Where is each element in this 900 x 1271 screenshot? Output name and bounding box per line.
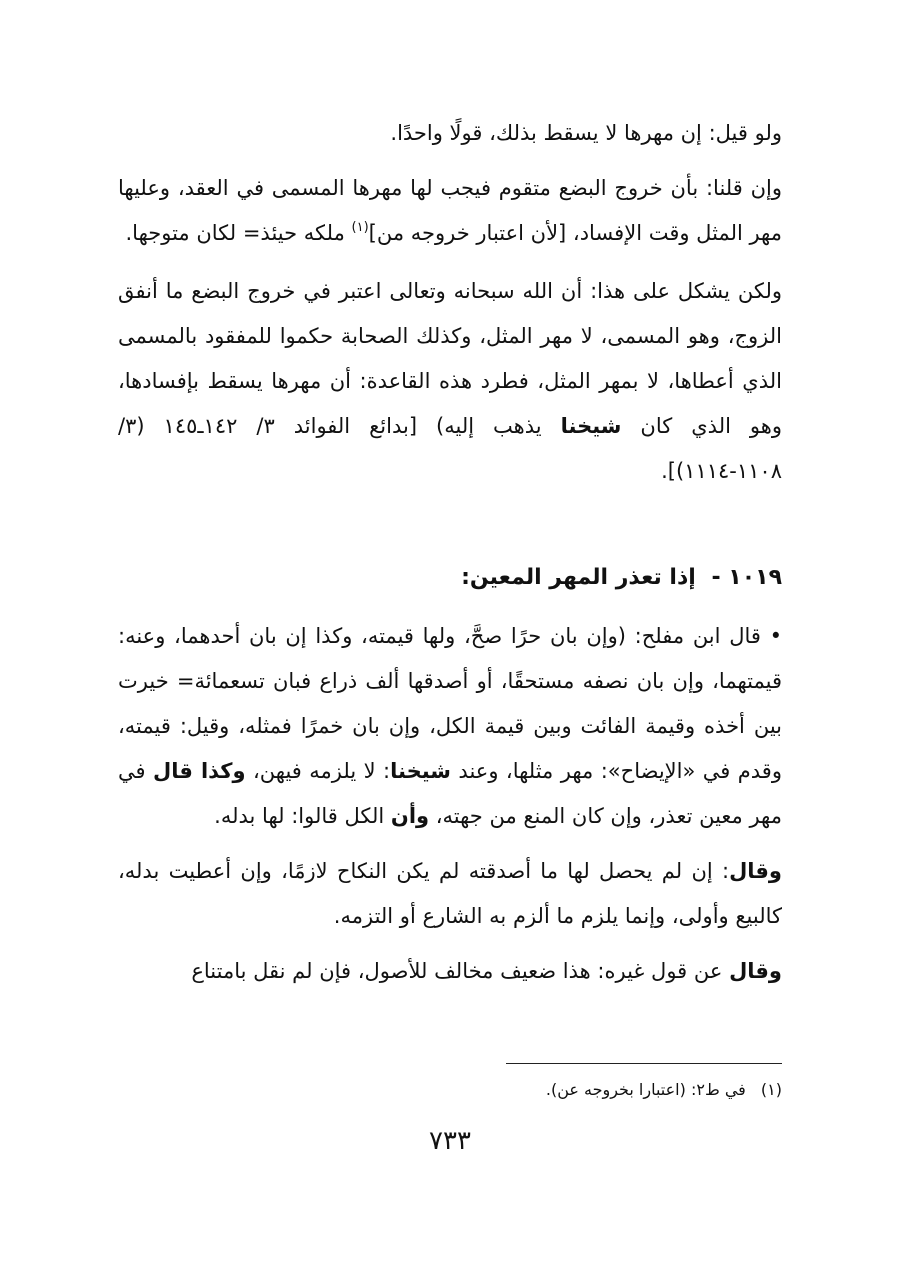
paragraph-4-text-c: في مهر معين تعذر، وإن كان المنع من جهته، (118, 759, 782, 828)
section-heading (461, 556, 782, 600)
paragraph-4-text-a: قال ابن مفلح: (وإن بان حرًا صحَّ، ولها قيمته، وكذا إن بان أحدهما، وعنه: قيمتهما، وإن بان نصفه مستحقًا، أو أصدقها ألف ذراع فبان تسعمائة= خيرت بين أخذه وقيمة الفائت وبين قيمة الكل، وإن بان خمرًا فمثله، وقيل: قيمته، وقدم في «الإيضاح»: مهر مثلها، وعند (118, 624, 782, 783)
paragraph-2-tail: ملكه حيئذ= لكان متوجها. (125, 221, 352, 245)
section-title: إذا تعذر المهر المعين: (461, 565, 696, 590)
paragraph-4-bold-1: شيخنا (390, 759, 451, 783)
paragraph-1-text: ولو قيل: إن مهرها لا يسقط بذلك، قولًا واحدًا. (390, 121, 782, 145)
footnote-reference[interactable]: (١) (351, 220, 369, 235)
paragraph-4-bold-2: وكذا قال (153, 759, 246, 783)
page-number: ٧٣٣ (429, 1126, 471, 1156)
paragraph-4-text-d: الكل قالوا: لها بدله. (214, 804, 391, 828)
paragraph-2-text: وإن قلنا: بأن خروج البضع متقوم فيجب لها مهرها المسمى في العقد، وعليها مهر المثل وقت الإفساد، [لأن اعتبار خروجه من] (118, 176, 782, 245)
paragraph-4-text-b: : لا يلزمه فيهن، (245, 759, 391, 783)
paragraph-5-text: : إن لم يحصل لها ما أصدقته لم يكن النكاح لازمًا، وإن أعطيت بدله، كالبيع وأولى، وإنما يلزم ما ألزم به الشارع أو التزمه. (118, 859, 782, 928)
paragraph-4 (118, 614, 782, 839)
footnote-text: في ط٢: (اعتبارا بخروجه عن). (545, 1080, 746, 1099)
footnote (546, 1077, 782, 1103)
footnote-marker: (١) (760, 1080, 782, 1099)
paragraph-3 (118, 269, 782, 494)
paragraph-5 (118, 849, 782, 939)
section-number: ١٠١٩ (728, 565, 782, 590)
paragraph-6-bold: وقال (729, 959, 782, 983)
paragraph-1 (118, 111, 782, 156)
paragraph-6-text: عن قول غيره: هذا ضعيف مخالف للأصول، فإن لم نقل بامتناع (191, 959, 730, 983)
footnote-divider (506, 1063, 782, 1064)
paragraph-3-text: ولكن يشكل على هذا: أن الله سبحانه وتعالى اعتبر في خروج البضع ما أنفق الزوج، وهو المسمى، لا مهر المثل، وكذلك الصحابة حكموا للمفقود بالمسمى الذي أعطاها، لا بمهر المثل، فطرد هذه القاعدة: أن مهرها يسقط بإفسادها، وهو الذي كان (118, 279, 782, 438)
section-dash: - (711, 565, 721, 590)
paragraph-3-tail: يذهب إليه) [بدائع الفوائد ٣/ ١٤٢ـ١٤٥ (٣/ ١١٠٨-١١١٤)]. (118, 414, 782, 483)
paragraph-6 (118, 949, 782, 994)
top-text-block (118, 111, 782, 494)
bullet-icon: • (769, 624, 782, 648)
paragraph-4-bold-3: وأن (390, 804, 430, 828)
paragraph-5-bold: وقال (729, 859, 782, 883)
section-text-block (118, 614, 782, 994)
paragraph-3-bold: شيخنا (560, 414, 622, 438)
paragraph-2 (118, 166, 782, 259)
